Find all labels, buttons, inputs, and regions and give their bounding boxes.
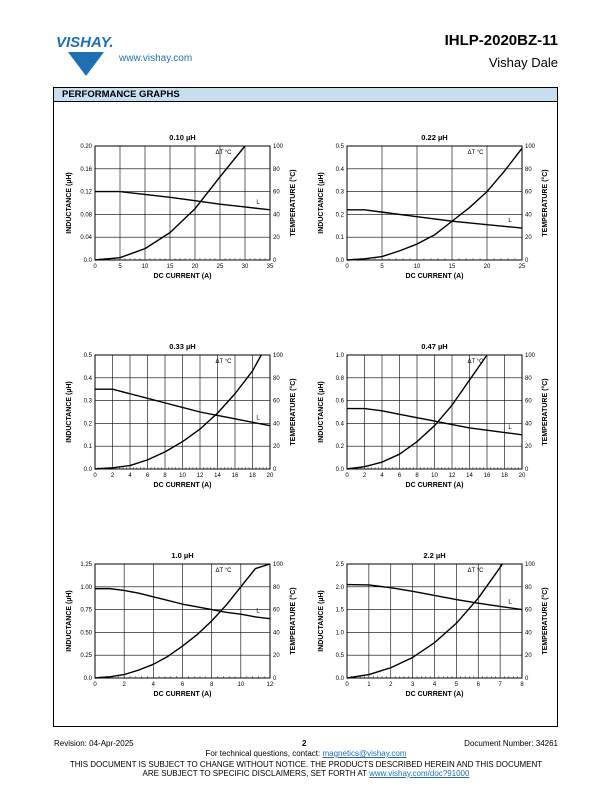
logo-text: VISHAY.	[56, 34, 114, 51]
y-tick-label: 0.12	[80, 189, 92, 196]
x-tick-label: 5	[454, 682, 459, 688]
y2-tick-label: 80	[525, 584, 532, 591]
y-tick-label: 0.4	[335, 421, 344, 428]
x-tick-label: 18	[249, 473, 256, 479]
series-label-temperature: ΔT °C	[215, 150, 232, 156]
y-axis-label: INDUCTANCE (µH)	[66, 590, 73, 652]
y2-axis-label: TEMPERATURE (°C)	[290, 378, 297, 446]
x-tick-label: 15	[448, 264, 456, 270]
y2-tick-label: 40	[525, 421, 532, 428]
x-tick-label: 4	[128, 473, 132, 479]
y2-tick-label: 60	[273, 607, 280, 614]
x-tick-label: 6	[180, 682, 185, 688]
y2-tick-label: 100	[525, 562, 536, 568]
series-label-temperature: ΔT °C	[467, 359, 484, 365]
x-tick-label: 6	[476, 682, 480, 688]
chart-1-0uh	[56, 546, 306, 706]
y2-tick-label: 20	[525, 444, 532, 451]
x-axis-label: DC CURRENT (A)	[153, 482, 212, 489]
y-tick-label: 0.20	[80, 144, 92, 150]
y2-tick-label: 20	[273, 444, 280, 451]
y2-tick-label: 80	[273, 166, 280, 173]
x-tick-label: 1	[367, 682, 371, 688]
y2-tick-label: 20	[525, 653, 532, 660]
x-tick-label: 6	[145, 473, 150, 479]
footer-document-number: Document Number: 34261	[464, 739, 558, 748]
y-tick-label: 0.8	[335, 375, 344, 382]
y-tick-label: 0.04	[80, 235, 92, 242]
series-label-inductance: L	[256, 608, 260, 615]
y-tick-label: 0.08	[80, 212, 92, 219]
y2-tick-label: 40	[525, 630, 532, 637]
y-tick-label: 0.6	[335, 398, 344, 405]
chart-title: 0.10 µH	[169, 133, 196, 142]
series-label-inductance: L	[256, 415, 260, 422]
y2-tick-label: 80	[273, 584, 280, 591]
x-tick-label: 0	[93, 264, 97, 270]
x-tick-label: 18	[501, 473, 508, 479]
footer-contact-prefix: For technical questions, contact:	[205, 749, 321, 758]
x-tick-label: 0	[93, 682, 97, 688]
y-axis-label: INDUCTANCE (µH)	[318, 172, 325, 234]
x-tick-label: 15	[166, 264, 174, 270]
x-tick-label: 30	[241, 264, 249, 270]
x-tick-label: 8	[163, 473, 167, 479]
plot-frame	[95, 146, 270, 260]
chart-title: 2.2 µH	[423, 551, 446, 560]
y2-tick-label: 80	[525, 375, 532, 382]
x-tick-label: 12	[266, 682, 274, 688]
y2-tick-label: 20	[273, 653, 280, 660]
y2-tick-label: 0	[525, 676, 529, 682]
y-tick-label: 0.50	[80, 630, 92, 637]
y2-tick-label: 40	[273, 421, 280, 428]
y2-tick-label: 100	[273, 144, 284, 150]
y2-tick-label: 60	[525, 189, 532, 196]
x-tick-label: 4	[151, 682, 156, 688]
temperature-rise-line	[347, 148, 522, 260]
y-tick-label: 0.0	[83, 676, 92, 682]
x-tick-label: 7	[498, 682, 502, 688]
temperature-rise-line	[347, 564, 502, 678]
y2-tick-label: 80	[273, 375, 280, 382]
part-number: IHLP-2020BZ-11	[444, 32, 558, 49]
x-tick-label: 0	[345, 473, 349, 479]
series-label-inductance: L	[256, 199, 260, 206]
y2-tick-label: 60	[525, 607, 532, 614]
footer-notice-line1: THIS DOCUMENT IS SUBJECT TO CHANGE WITHOUT NOTICE. THE PRODUCTS DESCRIBED HEREIN AND THIS DOCUMENT	[69, 760, 543, 769]
x-tick-label: 5	[118, 264, 122, 270]
logo-triangle	[68, 52, 104, 76]
y-axis-label: INDUCTANCE (µH)	[318, 590, 325, 652]
y2-tick-label: 0	[525, 467, 529, 473]
y-tick-label: 0.4	[83, 375, 92, 382]
y-tick-label: 1.0	[335, 353, 344, 359]
x-tick-label: 10	[141, 264, 149, 270]
x-tick-label: 10	[179, 473, 186, 479]
y2-tick-label: 20	[525, 235, 532, 242]
x-tick-label: 8	[209, 682, 214, 688]
x-tick-label: 14	[214, 473, 221, 479]
y-tick-label: 0.0	[335, 467, 344, 473]
y-tick-label: 0.2	[335, 444, 344, 451]
x-tick-label: 2	[122, 682, 126, 688]
y-axis-label: INDUCTANCE (µH)	[66, 381, 73, 443]
x-tick-label: 12	[448, 473, 456, 479]
footer-contact-email[interactable]: magnetics@vishay.com	[322, 749, 407, 758]
y-tick-label: 0.1	[83, 444, 92, 451]
series-label-temperature: ΔT °C	[467, 568, 484, 574]
series-label-inductance: L	[508, 599, 512, 606]
x-tick-label: 10	[237, 682, 245, 688]
x-tick-label: 35	[266, 264, 274, 270]
x-tick-label: 20	[191, 264, 199, 270]
y2-axis-label: TEMPERATURE (°C)	[542, 378, 549, 446]
y2-tick-label: 40	[273, 212, 280, 219]
x-axis-label: DC CURRENT (A)	[405, 273, 464, 280]
y2-tick-label: 0	[273, 467, 277, 473]
x-tick-label: 2	[389, 682, 393, 688]
x-axis-label: DC CURRENT (A)	[153, 273, 212, 280]
x-tick-label: 6	[397, 473, 402, 479]
x-tick-label: 3	[410, 682, 415, 688]
y2-tick-label: 0	[273, 258, 277, 264]
y2-tick-label: 40	[525, 212, 532, 219]
chart-0-22uh	[308, 128, 558, 288]
chart-title: 1.0 µH	[171, 551, 194, 560]
inductance-line	[95, 192, 270, 210]
y-tick-label: 2.5	[335, 562, 344, 568]
y-tick-label: 0.5	[335, 144, 344, 150]
y-tick-label: 0.3	[83, 398, 92, 405]
y2-tick-label: 100	[525, 144, 536, 150]
x-tick-label: 0	[93, 473, 97, 479]
x-tick-label: 14	[466, 473, 473, 479]
series-label-temperature: ΔT °C	[467, 150, 484, 156]
x-tick-label: 0	[345, 264, 349, 270]
y-tick-label: 0.0	[83, 467, 92, 473]
y-tick-label: 1.0	[335, 630, 344, 637]
y-tick-label: 0.25	[80, 653, 92, 660]
footer-notice-line2	[0, 769, 612, 778]
x-tick-label: 2	[110, 473, 115, 479]
y-tick-label: 1.5	[335, 607, 344, 614]
company-name: Vishay Dale	[488, 55, 558, 70]
x-tick-label: 20	[483, 264, 491, 270]
x-tick-label: 4	[380, 473, 384, 479]
x-tick-label: 8	[520, 682, 524, 688]
plot-frame	[347, 146, 522, 260]
chart-0-33uh	[56, 337, 306, 497]
x-tick-label: 20	[518, 473, 526, 479]
y2-tick-label: 60	[525, 398, 532, 405]
x-tick-label: 10	[413, 264, 421, 270]
y-tick-label: 1.25	[80, 562, 92, 568]
y-tick-label: 0.75	[80, 607, 92, 614]
x-tick-label: 25	[518, 264, 526, 270]
y2-tick-label: 60	[273, 189, 280, 196]
y2-tick-label: 20	[273, 235, 280, 242]
temperature-rise-line	[95, 355, 261, 469]
x-tick-label: 25	[216, 264, 224, 270]
x-axis-label: DC CURRENT (A)	[153, 691, 212, 698]
chart-title: 0.22 µH	[421, 133, 448, 142]
y-tick-label: 0.1	[335, 235, 344, 242]
y2-tick-label: 40	[273, 630, 280, 637]
y2-tick-label: 100	[273, 353, 284, 359]
y-tick-label: 0.2	[83, 421, 92, 428]
chart-0-10uh	[56, 128, 306, 288]
y-tick-label: 2.0	[335, 584, 344, 591]
y-tick-label: 0.0	[335, 676, 344, 682]
y-tick-label: 0.3	[335, 189, 344, 196]
chart-title: 0.47 µH	[421, 342, 448, 351]
x-tick-label: 5	[380, 264, 384, 270]
x-tick-label: 4	[432, 682, 437, 688]
section-title: PERFORMANCE GRAPHS	[62, 89, 180, 100]
x-tick-label: 0	[345, 682, 349, 688]
x-tick-label: 8	[415, 473, 419, 479]
footer-revision: Revision: 04-Apr-2025	[54, 739, 134, 748]
chart-title: 0.33 µH	[169, 342, 196, 351]
y-axis-label: INDUCTANCE (µH)	[318, 381, 325, 443]
inductance-line	[347, 210, 522, 228]
y2-tick-label: 100	[525, 353, 536, 359]
website-link[interactable]: www.vishay.com	[119, 53, 193, 64]
y2-axis-label: TEMPERATURE (°C)	[542, 169, 549, 237]
y-tick-label: 0.16	[80, 166, 92, 173]
x-axis-label: DC CURRENT (A)	[405, 482, 464, 489]
y-tick-label: 0.0	[335, 258, 344, 264]
x-tick-label: 10	[431, 473, 438, 479]
x-axis-label: DC CURRENT (A)	[405, 691, 464, 698]
y2-tick-label: 60	[273, 398, 280, 405]
y2-tick-label: 0	[525, 258, 529, 264]
chart-0-47uh	[308, 337, 558, 497]
series-label-inductance: L	[508, 218, 512, 225]
y-tick-label: 0.5	[83, 353, 92, 359]
footer-page-number: 2	[302, 739, 307, 748]
y-axis-label: INDUCTANCE (µH)	[66, 172, 73, 234]
y-tick-label: 0.0	[83, 258, 92, 264]
y-tick-label: 0.2	[335, 212, 344, 219]
chart-2-2uh	[308, 546, 558, 706]
y2-axis-label: TEMPERATURE (°C)	[290, 169, 297, 237]
y2-tick-label: 80	[525, 166, 532, 173]
y-tick-label: 1.00	[80, 584, 92, 591]
y2-axis-label: TEMPERATURE (°C)	[290, 587, 297, 655]
y2-tick-label: 100	[273, 562, 284, 568]
x-tick-label: 16	[231, 473, 239, 479]
x-tick-label: 20	[266, 473, 274, 479]
footer-notice-prefix: ARE SUBJECT TO SPECIFIC DISCLAIMERS, SET FORTH AT	[142, 769, 367, 778]
x-tick-label: 16	[483, 473, 491, 479]
series-label-temperature: ΔT °C	[215, 359, 232, 365]
y-tick-label: 0.5	[335, 653, 344, 660]
x-tick-label: 12	[196, 473, 204, 479]
series-label-inductance: L	[508, 424, 512, 431]
y2-axis-label: TEMPERATURE (°C)	[542, 587, 549, 655]
x-tick-label: 2	[362, 473, 367, 479]
footer-contact	[0, 749, 612, 758]
y-tick-label: 0.4	[335, 166, 344, 173]
series-label-temperature: ΔT °C	[215, 568, 232, 574]
footer-notice-link[interactable]: www.vishay.com/doc?91000	[369, 769, 470, 778]
y2-tick-label: 0	[273, 676, 277, 682]
vishay-logo	[54, 30, 116, 78]
